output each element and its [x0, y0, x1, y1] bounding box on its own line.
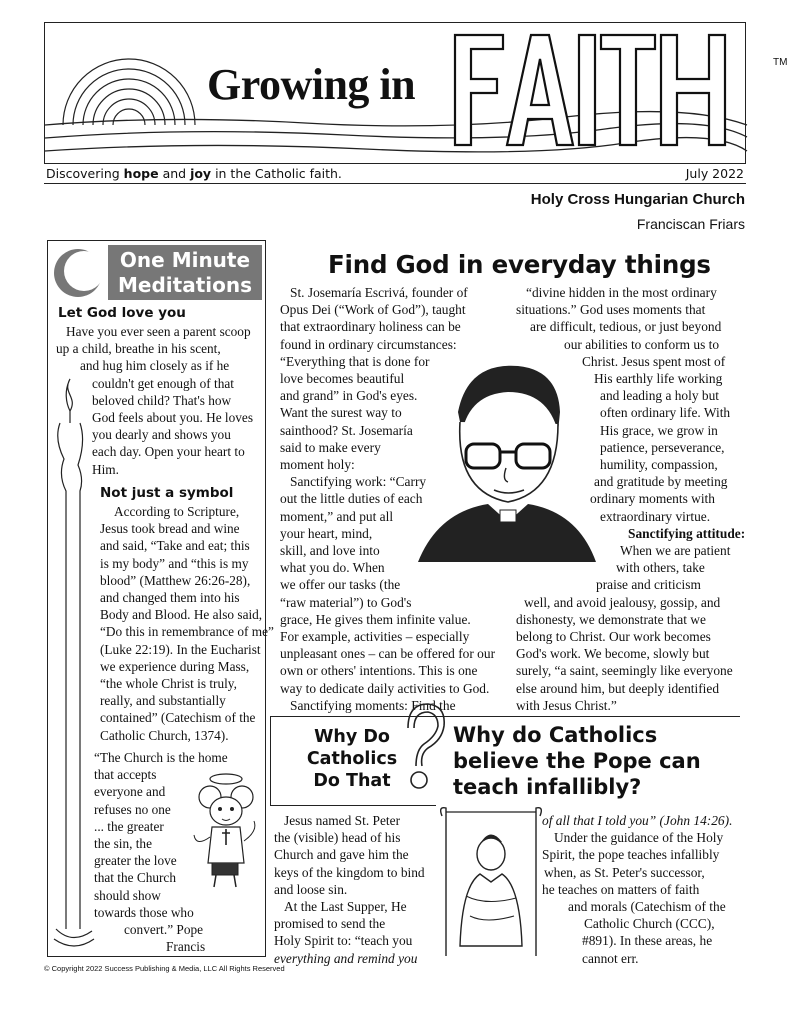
- masthead: [44, 22, 788, 164]
- why-do-catholics-rule: [436, 716, 740, 717]
- section-heading-let-god-love-you: Let God love you: [58, 305, 186, 321]
- why-do-column-1: Jesus named St. Peter the (visible) head of his Church and gave him the keys of the kingdom to bind and loose sin. At the Last Supper, He promised to send the Holy Spirit to: “teach you everything and remind you: [274, 813, 425, 966]
- faith-lettering: [455, 35, 725, 145]
- article-title: Find God in everyday things: [328, 250, 711, 279]
- not-just-a-symbol-text: According to Scripture, Jesus took bread and wine and said, “Take and eat; this is my body” and “this is my blood” (Matthew 26:26-28), and changed them into his Body and Blood. He also said, “Do this in remembrance of me” (Luke 22:19). In the Eucharist we experience during Mass, “the whole Christ is truly, really, and substantially contained” (Catechism of the Catholic Church, 1374).: [100, 504, 274, 743]
- why-do-column-2: of all that I told you” (John 14:26). Under the guidance of the Holy Spirit, the pope teaches infallibly when, as St. Peter's successor, he teaches on matters of faith and morals (Catechism of the Catholic Church (CCC), #891). In these areas, he cannot err.: [542, 813, 733, 966]
- article-column-1: St. Josemaría Escrivá, founder of Opus Dei (“Work of God”), taught that extraordinary holiness can be found in ordinary circumstances: “Everything that is done for love becomes beautiful and grand” in God's eyes. Want the surest way to sainthood? St. Josemaría said to make every moment holy: Sanctifying work: “Carry out the little duties of each moment,” and put all your heart, mind, skill, and love into what you do. When we offer our tasks (the “raw material”) to God's grace, He gives them infinite value. For example, activities – especially unpleasant ones – can be offered for our own or others' intentions. This is one way to dedicate daily activities to God. Sanctifying moments: Find the: [280, 285, 496, 713]
- masthead-title: Growing in: [207, 60, 416, 109]
- issue-date: July 2022: [685, 166, 744, 181]
- article-column-2: “divine hidden in the most ordinary situations.” God uses moments that are difficult, tedious, or just beyond our abilities to conform us to Christ. Jesus spent most of His earthly life working and leading a holy but often ordinary life. With His grace, we grow in patience, perseverance, humility, compassion, and gratitude by meeting ordinary moments with extraordinary virtue. Sanctifying attitude: When we are patient with others, take praise and criticism well, and avoid jealousy, gossip, and dishonesty, we demonstrate that we belong to Christ. Our work becomes God's work. We become, slowly but surely, “a saint, seemingly like everyone else around him, but deeply identified with Jesus Christ.”: [516, 285, 746, 713]
- one-minute-meditations-sidebar: [47, 240, 274, 957]
- sidebar-title: One Minute Meditations: [108, 245, 262, 300]
- why-do-catholics-title: Why do Catholics believe the Pope can teach infallibly?: [453, 723, 701, 799]
- pope-francis-quote: “The Church is the home that accepts everyone and refuses no one ... the greater the sin, the greater the love that the Church should show towards those who convert.” Pope Francis: [94, 750, 228, 955]
- parish-name: Holy Cross Hungarian Church: [530, 191, 745, 208]
- trademark-mark: TM: [773, 57, 788, 68]
- section-heading-not-just-a-symbol: Not just a symbol: [100, 485, 234, 501]
- parish-order: Franciscan Friars: [636, 216, 745, 232]
- angel-mouse-illustration: [188, 771, 262, 891]
- copyright-notice: © Copyright 2022 Success Publishing & Media, LLC All Rights Reserved: [44, 964, 285, 973]
- tagline-row: [44, 164, 746, 184]
- moon-icon: [52, 247, 104, 299]
- let-god-love-you-text: Have you ever seen a parent scoop up a child, breathe in his scent, and hug him closely as if he couldn't get enough of that beloved child? That's how God feels about you. He loves you dearly and shows you each day. Open your heart to Him.: [56, 324, 254, 477]
- tagline: Discovering hope and joy in the Catholic faith.: [46, 166, 342, 181]
- why-do-catholics-label: Why Do Catholics Do That: [306, 727, 398, 791]
- pope-illustration: [436, 806, 546, 956]
